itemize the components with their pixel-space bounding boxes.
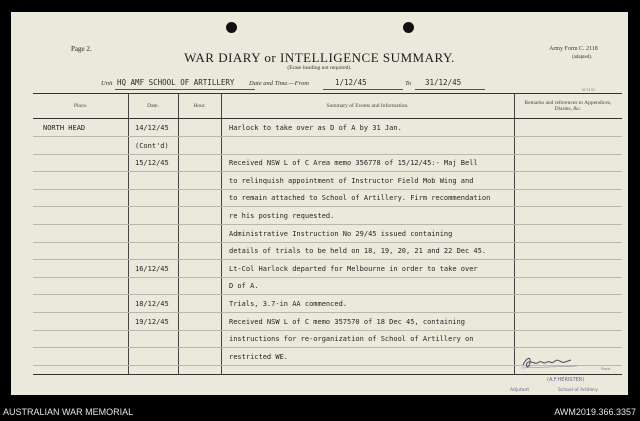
row-place: NORTH HEAD — [43, 124, 86, 132]
date-label: Date and Time.—From — [249, 80, 309, 87]
row-rule — [33, 206, 622, 207]
punch-hole-right — [403, 22, 414, 33]
row-date: (Cont'd) — [135, 141, 169, 150]
date-to: 31/12/45 — [425, 78, 462, 87]
row-rule — [33, 259, 622, 260]
row-rule — [33, 347, 622, 348]
col-hour-header: Hour. — [193, 103, 206, 109]
to-label: To — [405, 80, 412, 87]
title-note: (Erase heading not required). — [287, 65, 352, 71]
punch-hole-left — [226, 22, 237, 33]
col-place-header: Place. — [73, 103, 88, 109]
row-summary: restricted WE. — [229, 352, 289, 361]
signatory-unit: School of Artillery — [558, 388, 598, 393]
place-label: Place — [601, 367, 611, 371]
signature — [519, 353, 583, 371]
date-from: 1/12/45 — [335, 78, 367, 87]
row-summary: Trials, 3.7-in AA commenced. — [229, 300, 348, 308]
archive-caption: AUSTRALIAN WAR MEMORIAL — [3, 407, 134, 417]
row-rule — [33, 189, 622, 190]
signatory-role: Adjutant — [510, 388, 530, 393]
col-remarks-header: Remarks and references to Appendices, Diaries, &c. — [524, 100, 612, 112]
row-rule — [33, 224, 622, 225]
army-form-number: Army Form C. 2118 — [549, 46, 598, 52]
row-rule — [33, 154, 622, 155]
signatory-name: (A.F.HERISTER) — [547, 377, 585, 383]
row-summary: to remain attached to School of Artillery. Firm recommendation — [229, 194, 491, 203]
page-title: WAR DIARY or INTELLIGENCE SUMMARY. — [184, 50, 455, 65]
page-number: Page 2. — [71, 45, 92, 53]
row-summary: Received NSW L of C memo 357570 of 18 Dec 45, containing — [229, 317, 466, 326]
row-date: 14/12/45 — [135, 124, 169, 132]
row-summary: D of A. — [229, 282, 259, 291]
row-rule — [33, 312, 622, 313]
unit-line — [11, 78, 628, 92]
row-rule — [33, 277, 622, 278]
row-date: 18/12/45 — [135, 300, 169, 308]
row-summary: re his posting requested. — [229, 212, 335, 220]
archive-reference: AWM2019.366.3357 — [554, 407, 636, 417]
row-rule — [33, 242, 622, 243]
row-summary: Administrative Instruction No 29/45 issued containing — [229, 229, 453, 238]
row-summary: to relinquish appointment of Instructor Field Mob Wing and — [229, 176, 474, 185]
unit-label: Unit — [101, 80, 113, 87]
row-rule — [33, 294, 622, 295]
adapted-note: (adapted). — [572, 55, 593, 60]
table-header — [33, 94, 622, 119]
row-rule — [33, 136, 622, 137]
unit-value: HQ AMF SCHOOL OF ARTILLERY — [117, 78, 235, 87]
col-summary-header: Summary of Events and Information. — [326, 103, 409, 109]
diary-sheet — [11, 12, 628, 395]
row-summary: Harlock to take over as D of A by 31 Jan. — [229, 124, 402, 132]
row-summary: instructions for re-organization of School of Artillery on — [229, 335, 474, 344]
row-summary: Received NSW L of C Area memo 356778 of 15/12/45:- Maj Bell — [229, 159, 478, 168]
row-summary: Lt-Col Harlock departed for Melbourne in order to take over — [229, 264, 478, 273]
form-code: M.7431 — [582, 88, 596, 92]
row-date: 15/12/45 — [135, 159, 169, 168]
row-summary: details of trials to be held on 18, 19, 20, 21 and 22 Dec 45. — [229, 247, 487, 256]
col-date-header: Date. — [147, 103, 159, 109]
row-date: 16/12/45 — [135, 264, 169, 273]
row-date: 19/12/45 — [135, 317, 169, 326]
row-rule — [33, 171, 622, 172]
row-rule — [33, 330, 622, 331]
diary-table — [33, 93, 622, 375]
